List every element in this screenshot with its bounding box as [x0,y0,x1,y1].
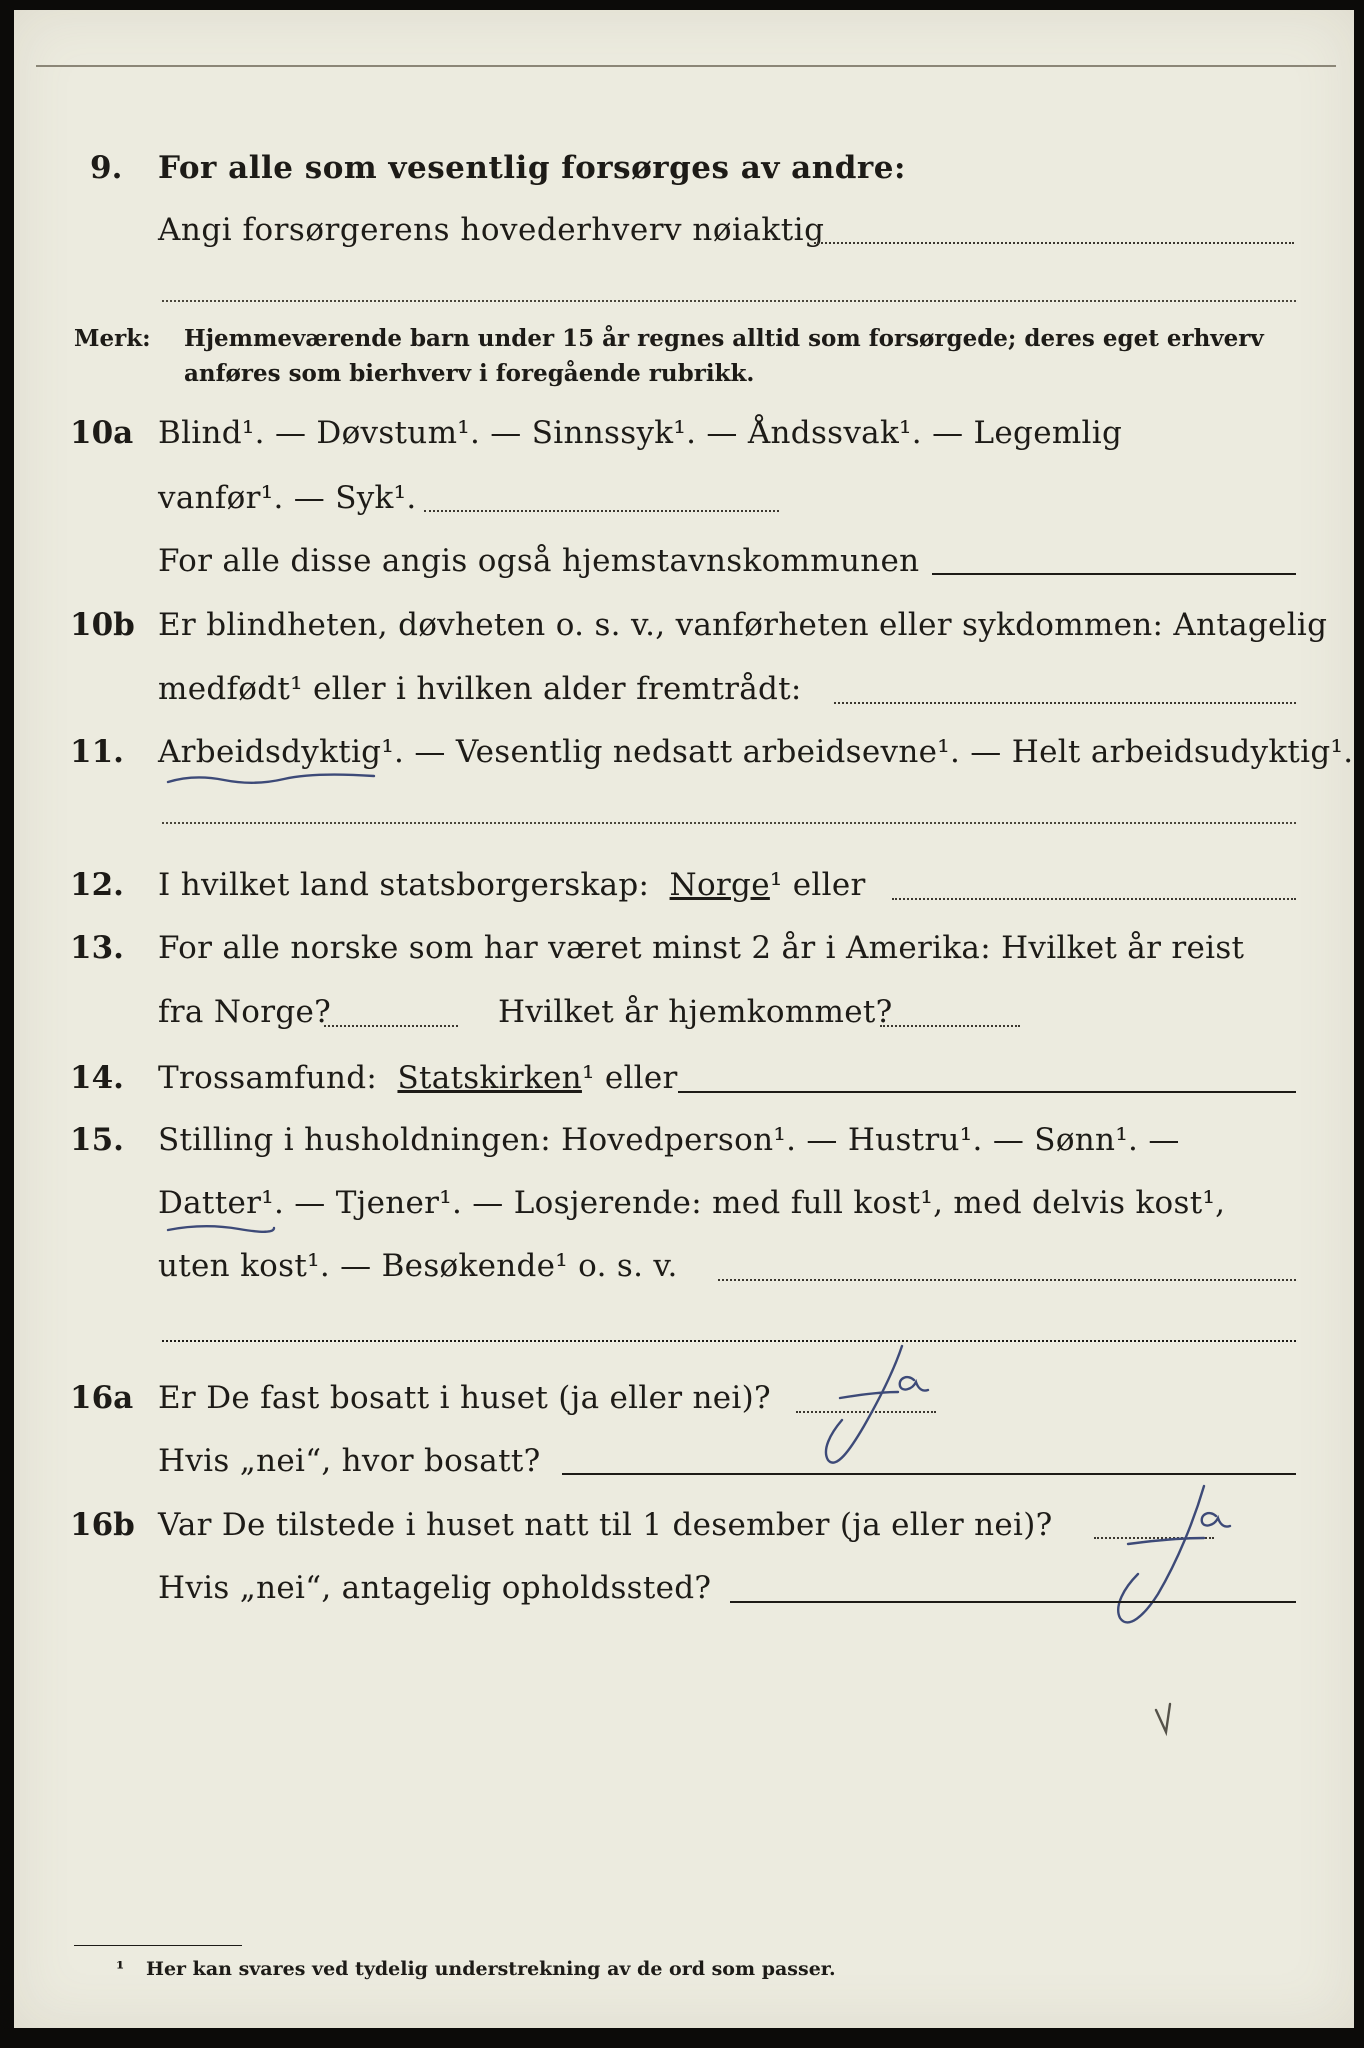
q10b-question-line2: medfødt¹ eller i hvilken alder fremtrådt: [158,671,802,707]
q10a-number: 10a [70,415,134,451]
footnote-text: Her kan svares ved tydelig understrekning av de ord som passer. [146,1958,836,1980]
top-rule [36,65,1336,67]
q13-return-answer-line[interactable] [880,1025,1020,1027]
q12-option-norge[interactable]: Norge [669,867,770,903]
q16a-residence-line[interactable] [562,1473,1296,1475]
q11-underline-mark [164,770,384,790]
q14-option-statskirken[interactable]: Statskirken [397,1060,582,1096]
q15-options-line2 [158,1185,1225,1221]
q13-return-label: Hvilket år hjemkommet? [498,994,893,1030]
q16a-question: Er De fast bosatt i huset (ja eller nei)? [158,1380,771,1416]
q10a-options-line2: vanfør¹. — Syk¹. [158,480,417,516]
q12-citizenship [158,867,866,903]
q12-answer-line[interactable] [892,898,1296,900]
check-mark [1152,1700,1182,1740]
merk-text-line1: Hjemmeværende barn under 15 år regnes alltid som forsørgede; deres eget erhverv [184,325,1264,352]
q15-answer-line[interactable] [718,1279,1296,1281]
q15-options-line2-rest: ¹. — Tjener¹. — Losjerende: med full kost¹, med delvis kost¹, [261,1185,1226,1221]
q9-answer-line[interactable] [814,242,1294,244]
q14-suffix: ¹ eller [581,1060,678,1096]
footnote-mark: ¹ [116,1958,125,1980]
merk-text-line2: anføres som bierhverv i foregående rubrikk. [184,360,755,387]
census-form-page [14,10,1354,2028]
q15-extra-line[interactable] [162,1340,1296,1342]
q10b-question-line1: Er blindheten, døvheten o. s. v., vanførheten eller sykdommen: Antagelig [158,607,1328,643]
q16b-handwritten-ja [1054,1480,1244,1640]
q14-answer-line[interactable] [678,1091,1296,1093]
q10b-number: 10b [70,607,135,643]
q16a-number: 16a [70,1380,134,1416]
merk-label: Merk: [74,325,151,352]
q15-options-line1: Stilling i husholdningen: Hovedperson¹. — Hustru¹. — Sønn¹. — [158,1122,1180,1158]
q11-options [158,734,1353,770]
q10a-options-line1: Blind¹. — Døvstum¹. — Sinnssyk¹. — Åndssvak¹. — Legemlig [158,415,1123,451]
q14-religion [158,1060,678,1096]
q9-provider-occupation-label: Angi forsørgerens hovederhverv nøiaktig [158,212,825,248]
q12-number: 12. [70,867,124,903]
q14-number: 14. [70,1060,124,1096]
q10a-municipality-line[interactable] [932,573,1296,575]
q10b-answer-line[interactable] [834,702,1296,704]
q9-extra-line[interactable] [162,300,1296,302]
q16b-number: 16b [70,1507,135,1543]
q13-departure-label: fra Norge? [158,994,332,1030]
q14-label: Trossamfund: [158,1060,378,1096]
q16a-residence-label: Hvis „nei“, hvor bosatt? [158,1443,541,1479]
q16b-location-label: Hvis „nei“, antagelig opholdssted? [158,1570,712,1606]
q13-number: 13. [70,930,124,966]
footnote-rule [74,1945,242,1946]
q11-number: 11. [70,734,124,770]
q11-options-rest: ¹. — Vesentlig nedsatt arbeidsevne¹. — Helt arbeidsudyktig¹. [381,734,1354,770]
q16b-question: Var De tilstede i huset natt til 1 desember (ja eller nei)? [158,1507,1053,1543]
q11-extra-line[interactable] [162,822,1296,824]
q16b-location-line[interactable] [730,1601,1296,1603]
q9-number: 9. [90,150,123,186]
q12-label: I hvilket land statsborgerskap: [158,867,650,903]
q13-question-line1: For alle norske som har været minst 2 år i Amerika: Hvilket år reist [158,930,1245,966]
q16a-handwritten-ja [784,1340,954,1480]
q9-heading: For alle som vesentlig forsørges av andre: [158,150,906,186]
q13-departure-answer-line[interactable] [324,1025,458,1027]
q15-option-datter[interactable]: Datter [158,1185,262,1221]
q15-number: 15. [70,1122,124,1158]
q10a-answer-line[interactable] [424,510,779,512]
q15-options-line3: uten kost¹. — Besøkende¹ o. s. v. [158,1248,678,1284]
q12-suffix: ¹ eller [769,867,866,903]
q11-option-arbeidsdyktig[interactable]: Arbeidsdyktig [158,734,382,770]
q10a-home-municipality-label: For alle disse angis også hjemstavnskommunen [158,543,920,579]
q15-underline-mark [164,1220,284,1240]
